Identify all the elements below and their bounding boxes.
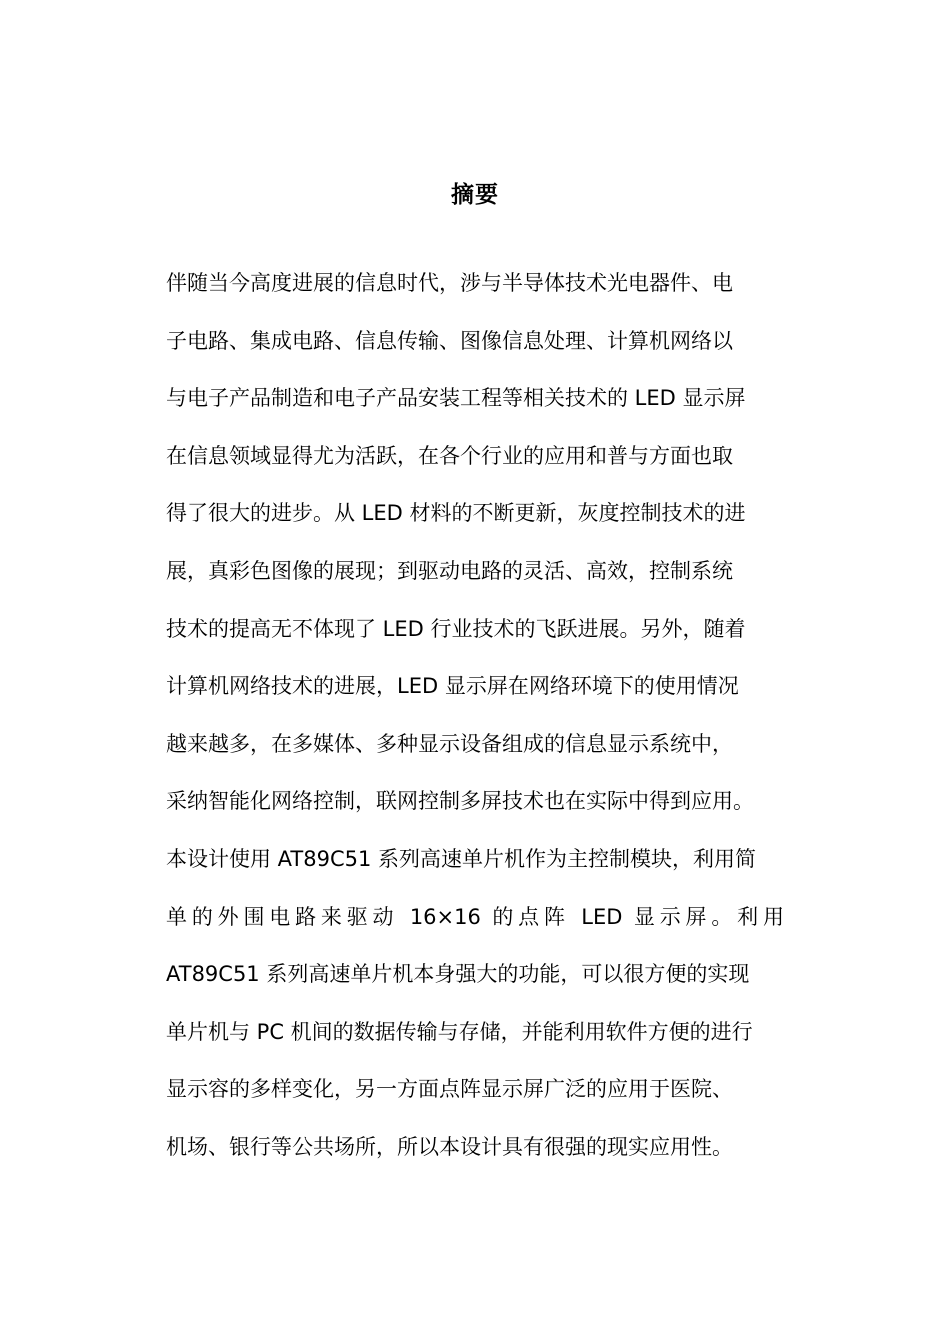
paragraph-line: 单片机与 PC 机间的数据传输与存储，并能利用软件方便的进行 — [166, 1019, 753, 1044]
paragraph-line: 机场、银行等公共场所，所以本设计具有很强的现实应用性。 — [166, 1134, 733, 1159]
paragraph-line: 伴随当今高度进展的信息时代，涉与半导体技术光电器件、电 — [166, 271, 733, 295]
paragraph-line: 展，真彩色图像的展现；到驱动电路的灵活、高效，控制系统 — [166, 558, 733, 583]
abstract-body — [166, 266, 786, 1188]
paragraph-line: 显示容的多样变化，另一方面点阵显示屏广泛的应用于医院、 — [166, 1077, 733, 1102]
paragraph-line: AT89C51 系列高速单片机本身强大的功能，可以很方便的实现 — [166, 962, 750, 987]
paragraph-line: 得了很大的进步。从 LED 材料的不断更新，灰度控制技术的进 — [166, 501, 746, 526]
paragraph-line: 本设计使用 AT89C51 系列高速单片机作为主控制模块，利用简 — [166, 846, 757, 871]
paragraph-line: 子电路、集成电路、信息传输、图像信息处理、计算机网络以 — [166, 328, 733, 353]
page-title: 摘要 — [451, 182, 499, 208]
paragraph-line: 与电子产品制造和电子产品安装工程等相关技术的 LED 显示屏 — [166, 386, 746, 411]
paragraph-line: 越来越多，在多媒体、多种显示设备组成的信息显示系统中， — [166, 731, 733, 756]
paragraph-line: 在信息领域显得尤为活跃，在各个行业的应用和普与方面也取 — [166, 443, 733, 468]
paragraph-line: 计算机网络技术的进展，LED 显示屏在网络环境下的使用情况 — [166, 674, 739, 699]
paragraph-line: 采纳智能化网络控制，联网控制多屏技术也在实际中得到应用。 — [166, 789, 754, 814]
paragraph-line: 技术的提高无不体现了 LED 行业技术的飞跃进展。另外，随着 — [166, 616, 746, 641]
paragraph-line: 单的外围电路来驱动 16×16 的点阵 LED 显示屏。利用 — [166, 904, 784, 929]
